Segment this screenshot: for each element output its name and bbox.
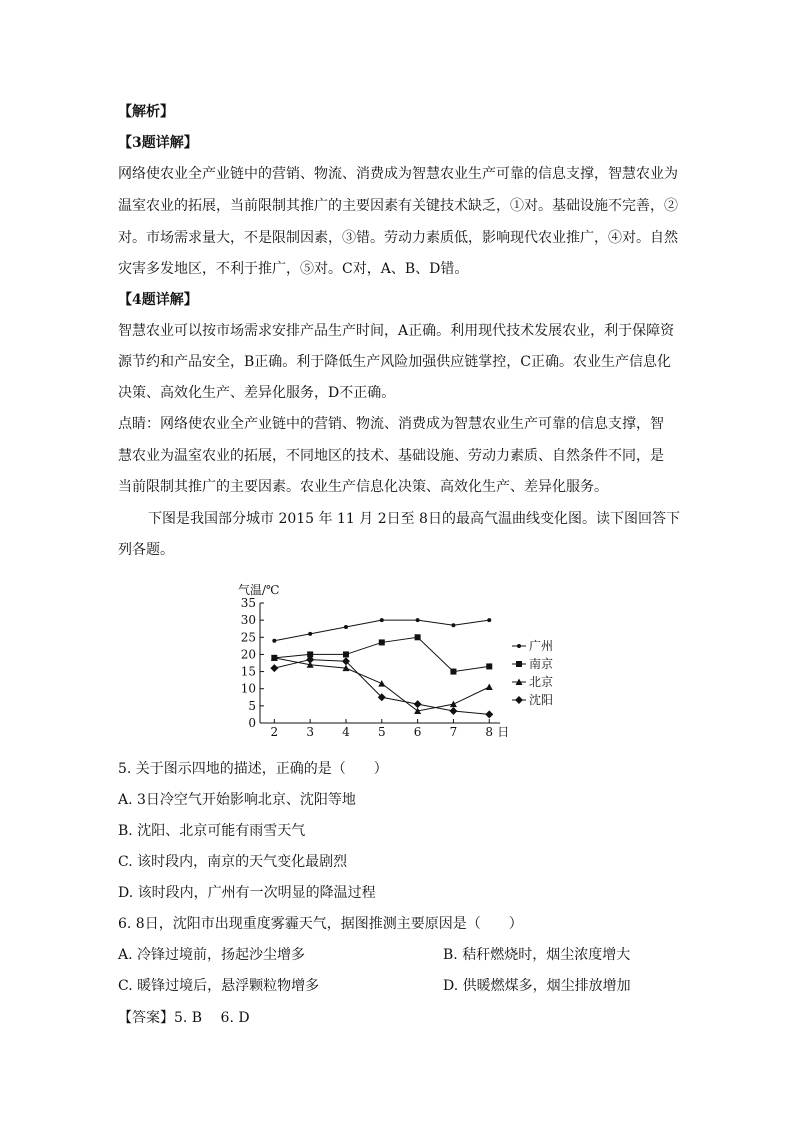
q6-stem: 6. 8日，沈阳市出现重度雾霾天气，据图推测主要原因是（ ） (118, 916, 523, 932)
data-point (416, 618, 420, 622)
y-tick-label: 25 (240, 630, 256, 645)
data-point (451, 623, 455, 627)
q5-option-c: C. 该时段内，南京的天气变化最剧烈 (118, 854, 348, 870)
tip-line: 当前限制其推广的主要因素。农业生产信息化决策、高效化生产、差异化服务。 (118, 479, 608, 495)
q3-line: 温室农业的拓展，当前限制其推广的主要因素有关键技术缺乏，①对。基础设施不完善，② (118, 198, 678, 214)
answer-line: 【答案】5. B 6. D (118, 1010, 250, 1026)
tip-line: 点睛：网络使农业全产业链中的营销、物流、消费成为智慧农业生产可靠的信息支撑，智 (118, 416, 664, 432)
y-tick-label: 5 (248, 698, 256, 713)
temperature-line-chart (232, 578, 554, 748)
q5-stem: 5. 关于图示四地的描述，正确的是（ ） (118, 761, 388, 777)
x-tick-label: 2 (270, 725, 279, 739)
intro-line: 下图是我国部分城市 2015 年 11 月 2日至 8日的最高气温曲线变化图。读下图回答下 (148, 511, 680, 527)
data-point (379, 639, 385, 645)
y-tick-label: 10 (240, 681, 256, 696)
x-tick-label: 6 (413, 725, 422, 739)
q6-option-a: A. 冷锋过境前，扬起沙尘增多 (118, 947, 306, 963)
data-point (487, 618, 491, 622)
x-tick-label: 3 (306, 725, 314, 739)
data-point (486, 684, 493, 691)
tip-line: 慧农业为温室农业的拓展，不同地区的技术、基础设施、劳动力素质、自然条件不同，是 (118, 448, 664, 464)
legend-marker (517, 644, 521, 648)
series-line (274, 660, 489, 715)
q3-title: 【3题详解】 (118, 135, 198, 151)
y-tick-label: 15 (240, 664, 256, 679)
data-point (485, 710, 493, 718)
legend-label: 南京 (529, 657, 554, 671)
q4-line: 智慧农业可以按市场需求安排产品生产时间，A正确。利用现代技术发展农业，利于保障资 (118, 323, 675, 339)
x-tick-label: 8 (485, 725, 494, 739)
q5-option-d: D. 该时段内，广州有一次明显的降温过程 (118, 885, 376, 901)
y-tick-label: 35 (240, 596, 256, 610)
data-point (486, 663, 492, 669)
q5-option-b: B. 沈阳、北京可能有雨雪天气 (118, 823, 306, 839)
q6-option-d: D. 供暖燃煤多，烟尘排放增加 (443, 978, 631, 994)
data-point (450, 669, 456, 675)
y-tick-label: 20 (240, 647, 256, 662)
data-point (344, 625, 348, 629)
data-point (270, 664, 278, 672)
x-tick-label: 5 (377, 725, 386, 739)
analysis-label: 【解析】 (118, 104, 174, 120)
q5-option-a: A. 3日冷空气开始影响北京、沈阳等地 (118, 792, 356, 808)
q4-line: 源节约和产品安全，B正确。利于降低生产风险加强供应链掌控，C正确。农业生产信息化 (118, 354, 671, 370)
data-point (450, 701, 457, 707)
data-point (414, 700, 422, 708)
data-point (380, 618, 384, 622)
data-point (415, 634, 421, 640)
q6-option-c: C. 暖锋过境后，悬浮颗粒物增多 (118, 978, 320, 994)
data-point (378, 680, 385, 687)
legend-label: 北京 (529, 675, 554, 689)
intro-line: 列各题。 (118, 542, 174, 558)
x-tick-label: 7 (449, 725, 458, 739)
q3-line: 对。市场需求量大，不是限制因素，③错。劳动力素质低，影响现代农业推广，④对。自然 (118, 230, 678, 246)
y-axis-label: 气温/℃ (238, 583, 280, 597)
q3-line: 灾害多发地区，不利于推广，⑤对。C对，A、B、D错。 (118, 261, 469, 277)
x-tick-label: 4 (342, 725, 350, 739)
series-line (274, 620, 489, 641)
y-tick-label: 30 (240, 613, 256, 628)
q6-option-b: B. 秸秆燃烧时，烟尘浓度增大 (443, 947, 631, 963)
data-point (308, 632, 312, 636)
q4-line: 决策、高效化生产、差异化服务，D不正确。 (118, 385, 396, 401)
q4-title: 【4题详解】 (118, 292, 198, 308)
legend-label: 广州 (529, 639, 554, 653)
y-tick-label: 0 (248, 716, 256, 730)
data-point (449, 707, 457, 715)
legend-label: 沈阳 (529, 693, 554, 707)
q3-line: 网络使农业全产业链中的营销、物流、消费成为智慧农业生产可靠的信息支撑，智慧农业为 (118, 166, 678, 182)
data-point (343, 651, 349, 657)
x-axis-label: 日 (497, 725, 510, 739)
data-point (272, 639, 276, 643)
legend-marker (515, 696, 523, 704)
legend-marker (516, 661, 522, 667)
